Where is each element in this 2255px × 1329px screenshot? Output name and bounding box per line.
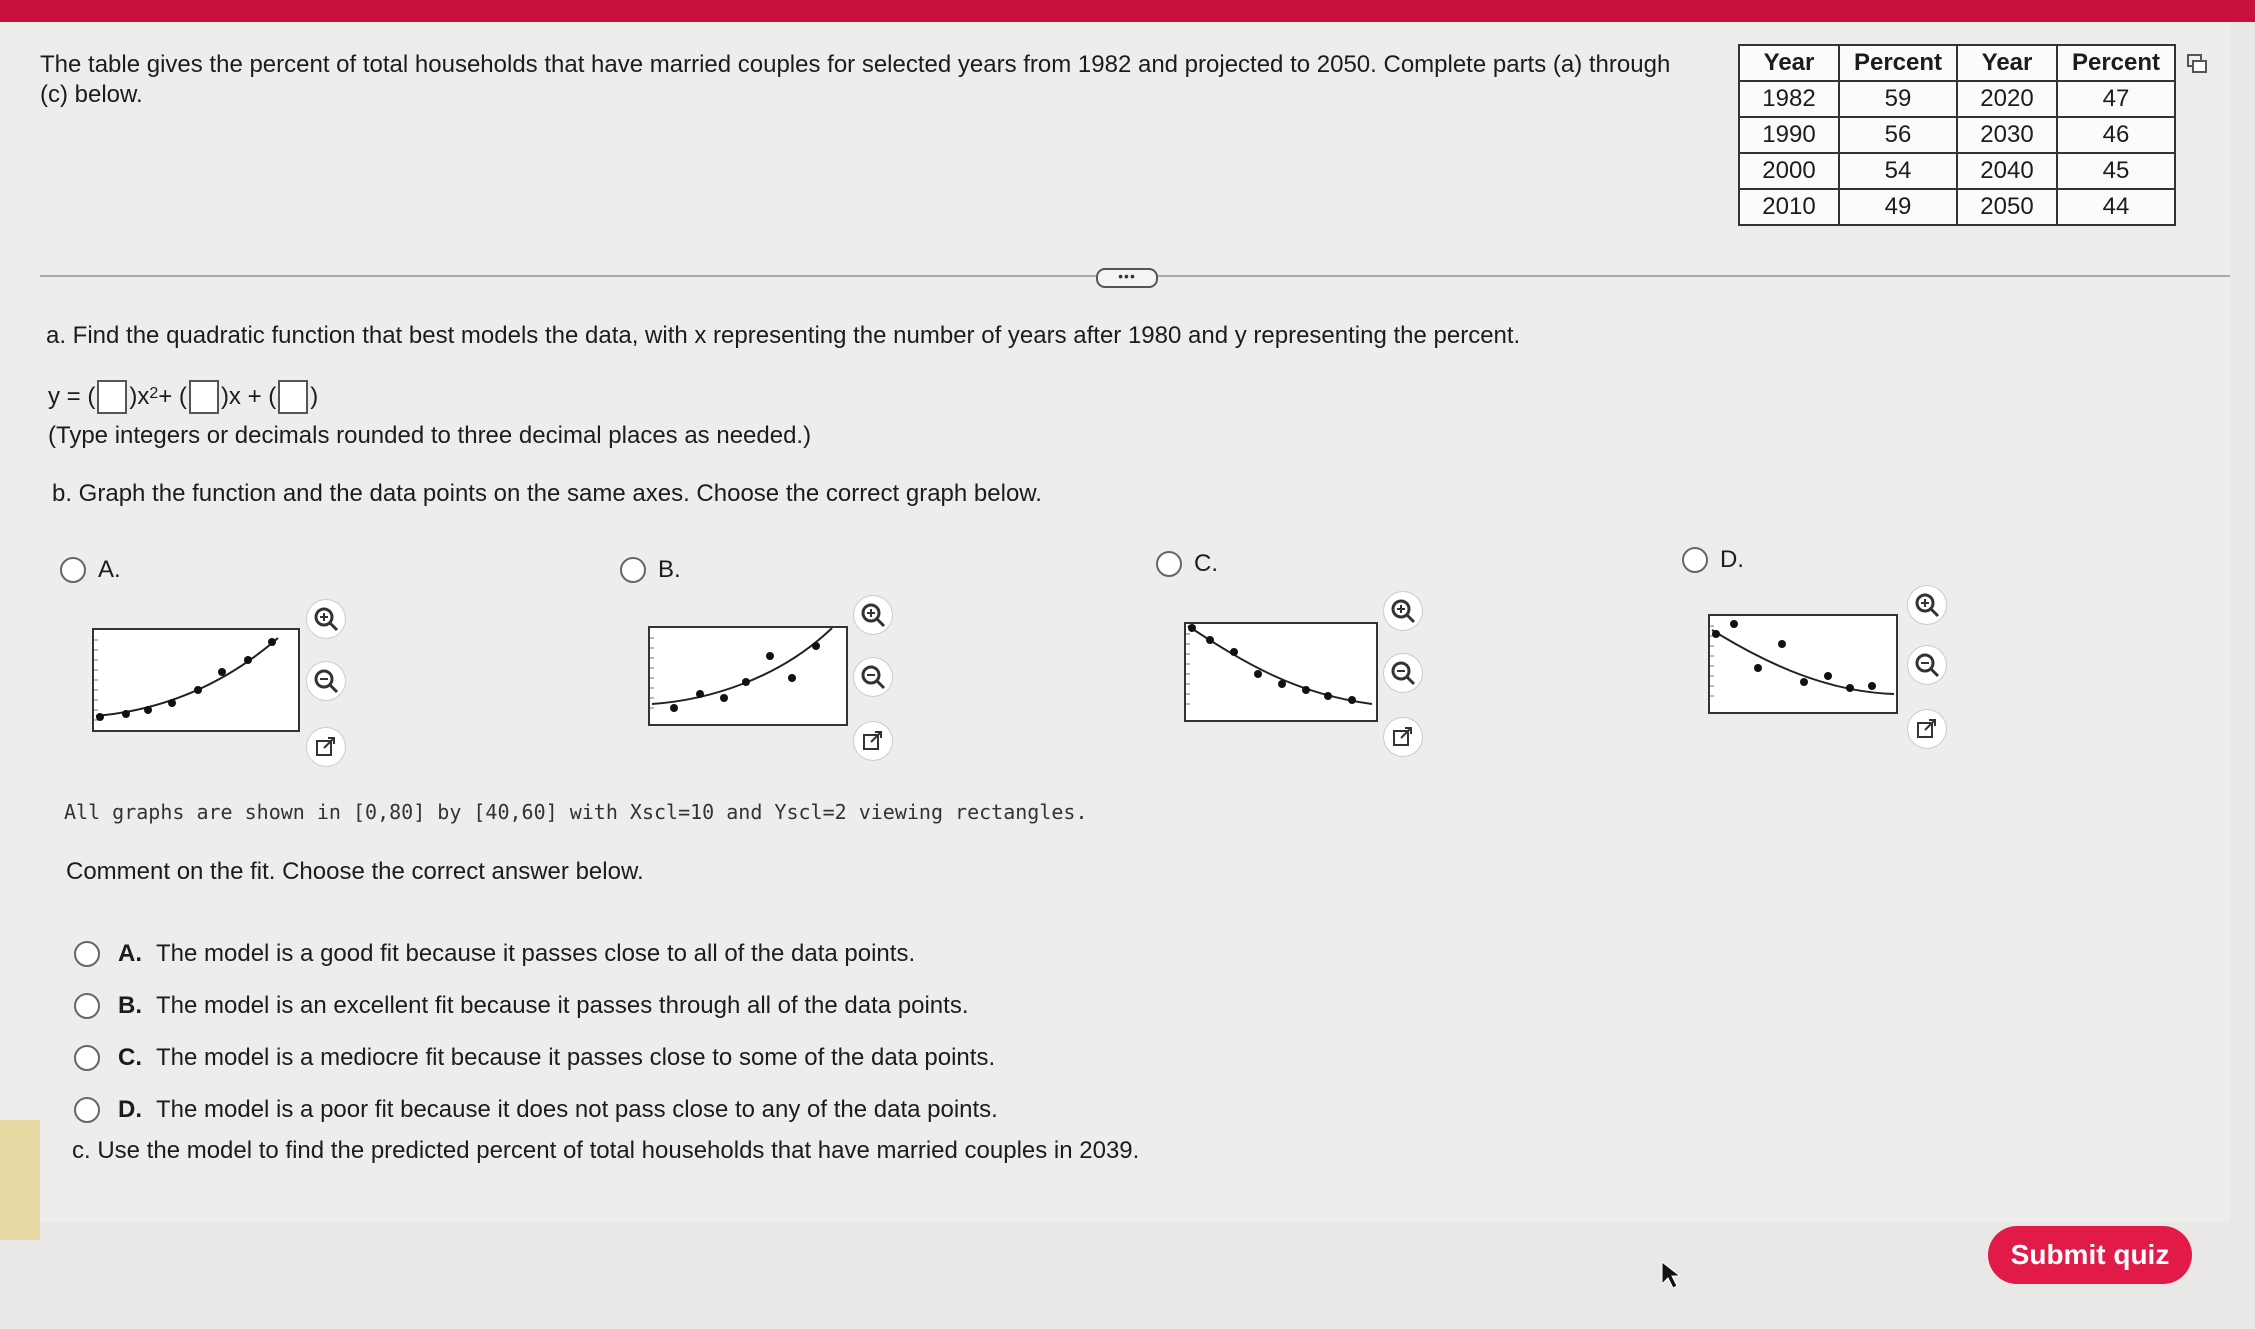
- radio-fit-c[interactable]: [74, 1045, 100, 1071]
- data-point: [144, 706, 152, 714]
- intro-text: The table gives the percent of total households that have married couples for selected years from 1982 and projected to 2050. Complete parts (a) through (c) below.: [40, 51, 1671, 108]
- table-cell: 2040: [1957, 153, 2057, 189]
- choice-text: The model is an excellent fit because it passes through all of the data points.: [156, 992, 969, 1019]
- table-cell: 47: [2057, 81, 2175, 117]
- table-row: [1739, 117, 2175, 153]
- fit-choice-a[interactable]: [74, 940, 915, 968]
- eq-exponent: 2: [149, 385, 159, 402]
- external-link-icon[interactable]: [1384, 718, 1422, 756]
- external-link-icon[interactable]: [854, 722, 892, 760]
- table-row: [1739, 189, 2175, 225]
- data-point: [1712, 630, 1720, 638]
- radio-graph-b[interactable]: [620, 557, 646, 583]
- eq-mid3: )x + (: [220, 383, 277, 410]
- table-cell: 1982: [1739, 81, 1839, 117]
- data-point: [742, 678, 750, 686]
- data-point: [244, 656, 252, 664]
- zoom-in-button[interactable]: [854, 596, 892, 634]
- graph-ticks: [650, 638, 654, 708]
- data-point: [1230, 648, 1238, 656]
- table-cell: 56: [1839, 117, 1957, 153]
- table-header: Year: [1739, 45, 1839, 81]
- copy-table-icon[interactable]: [2185, 52, 2209, 76]
- data-point: [1868, 682, 1876, 690]
- external-link-icon[interactable]: [307, 728, 345, 766]
- eq-mid1: )x: [129, 383, 150, 410]
- table-header: Percent: [1839, 45, 1957, 81]
- choice-letter: A.: [118, 940, 142, 967]
- zoom-out-button[interactable]: [854, 658, 892, 696]
- table-cell: 46: [2057, 117, 2175, 153]
- radio-fit-b[interactable]: [74, 993, 100, 1019]
- graph-c: [1184, 622, 1378, 722]
- fit-choice-d[interactable]: [74, 1096, 998, 1124]
- data-point: [788, 674, 796, 682]
- choice-text: The model is a poor fit because it does not pass close to any of the data points.: [156, 1096, 998, 1123]
- part-b-question: b. Graph the function and the data points on the same axes. Choose the correct graph below.: [52, 480, 1042, 507]
- zoom-in-button[interactable]: [1908, 586, 1946, 624]
- data-point: [1348, 696, 1356, 704]
- data-point: [1206, 636, 1214, 644]
- data-table: [1738, 44, 2176, 226]
- zoom-out-button[interactable]: [1908, 646, 1946, 684]
- graph-a: [92, 628, 300, 732]
- table-cell: 2000: [1739, 153, 1839, 189]
- choice-letter: C.: [118, 1044, 142, 1071]
- fit-choice-c[interactable]: [74, 1044, 995, 1072]
- radio-fit-d[interactable]: [74, 1097, 100, 1123]
- model-curve: [1188, 626, 1372, 704]
- data-point: [122, 710, 130, 718]
- zoom-in-button[interactable]: [1384, 592, 1422, 630]
- data-point: [1254, 670, 1262, 678]
- zoom-out-button[interactable]: [1384, 654, 1422, 692]
- graph-option-letter: A.: [98, 556, 121, 583]
- graph-b: [648, 626, 848, 726]
- top-bar: [0, 0, 2255, 22]
- left-highlight-strip: [0, 1120, 40, 1240]
- graph-option-letter: D.: [1720, 546, 1744, 573]
- radio-graph-c[interactable]: [1156, 551, 1182, 577]
- data-point: [1188, 624, 1196, 632]
- radio-graph-a[interactable]: [60, 557, 86, 583]
- table-cell: 54: [1839, 153, 1957, 189]
- table-cell: 1990: [1739, 117, 1839, 153]
- graph-option-letter: B.: [658, 556, 681, 583]
- data-point: [1754, 664, 1762, 672]
- graph-d: [1708, 614, 1898, 714]
- data-point: [1324, 692, 1332, 700]
- data-point: [1800, 678, 1808, 686]
- data-point: [696, 690, 704, 698]
- expand-more-button[interactable]: •••: [1096, 268, 1158, 288]
- zoom-in-button[interactable]: [307, 600, 345, 638]
- answer-format-note: (Type integers or decimals rounded to three decimal places as needed.): [48, 422, 812, 449]
- graph-option-b[interactable]: [620, 556, 681, 584]
- data-point: [1730, 620, 1738, 628]
- data-point: [670, 704, 678, 712]
- table-cell: 2020: [1957, 81, 2057, 117]
- radio-graph-d[interactable]: [1682, 547, 1708, 573]
- eq-mid2: + (: [158, 383, 187, 410]
- zoom-out-button[interactable]: [307, 662, 345, 700]
- answer-box-b[interactable]: [189, 380, 219, 414]
- graph-option-a[interactable]: [60, 556, 121, 584]
- data-point: [268, 638, 276, 646]
- eq-suffix: ): [310, 383, 319, 410]
- graph-option-letter: C.: [1194, 550, 1218, 577]
- answer-box-a[interactable]: [97, 380, 127, 414]
- data-point: [194, 686, 202, 694]
- graph-ticks: [94, 640, 98, 720]
- submit-quiz-button[interactable]: Submit quiz: [1988, 1226, 2192, 1284]
- data-point: [1778, 640, 1786, 648]
- table-cell: 44: [2057, 189, 2175, 225]
- table-row: [1739, 81, 2175, 117]
- data-point: [720, 694, 728, 702]
- data-point: [168, 699, 176, 707]
- table-header: Year: [1957, 45, 2057, 81]
- table-cell: 45: [2057, 153, 2175, 189]
- table-cell: 2010: [1739, 189, 1839, 225]
- part-a-question: a. Find the quadratic function that best models the data, with x representing the number of years after 1980 and y representing the percent.: [46, 322, 1521, 349]
- table-header: Percent: [2057, 45, 2175, 81]
- choice-letter: B.: [118, 992, 142, 1019]
- choice-text: The model is a good fit because it passes close to all of the data points.: [156, 940, 916, 967]
- radio-fit-a[interactable]: [74, 941, 100, 967]
- data-point: [96, 713, 104, 721]
- graph-option-d[interactable]: [1682, 546, 1744, 574]
- external-link-icon[interactable]: [1908, 710, 1946, 748]
- choice-letter: D.: [118, 1096, 142, 1123]
- graph-option-c[interactable]: [1156, 550, 1218, 578]
- data-point: [1302, 686, 1310, 694]
- table-cell: 2050: [1957, 189, 2057, 225]
- graph-ticks: [1186, 634, 1190, 704]
- data-point: [812, 642, 820, 650]
- part-c-question: c. Use the model to find the predicted percent of total households that have married couples in 2039.: [72, 1137, 1140, 1164]
- table-cell: 49: [1839, 189, 1957, 225]
- table-cell: 2030: [1957, 117, 2057, 153]
- data-point: [1278, 680, 1286, 688]
- comment-prompt: Comment on the fit. Choose the correct answer below.: [66, 858, 644, 885]
- mouse-cursor-icon: [1660, 1260, 1682, 1295]
- model-curve: [652, 628, 832, 704]
- data-point: [218, 668, 226, 676]
- eq-prefix: y = (: [48, 383, 96, 410]
- equation-input: [48, 380, 318, 414]
- choice-text: The model is a mediocre fit because it passes close to some of the data points.: [156, 1044, 996, 1071]
- data-point: [1824, 672, 1832, 680]
- table-row: [1739, 153, 2175, 189]
- table-cell: 59: [1839, 81, 1957, 117]
- data-point: [1846, 684, 1854, 692]
- answer-box-c[interactable]: [278, 380, 308, 414]
- data-point: [766, 652, 774, 660]
- fit-choice-b[interactable]: [74, 992, 968, 1020]
- viewing-rectangle-note: All graphs are shown in [0,80] by [40,60] with Xscl=10 and Yscl=2 viewing rectangles.: [64, 800, 1088, 824]
- model-curve: [96, 638, 278, 716]
